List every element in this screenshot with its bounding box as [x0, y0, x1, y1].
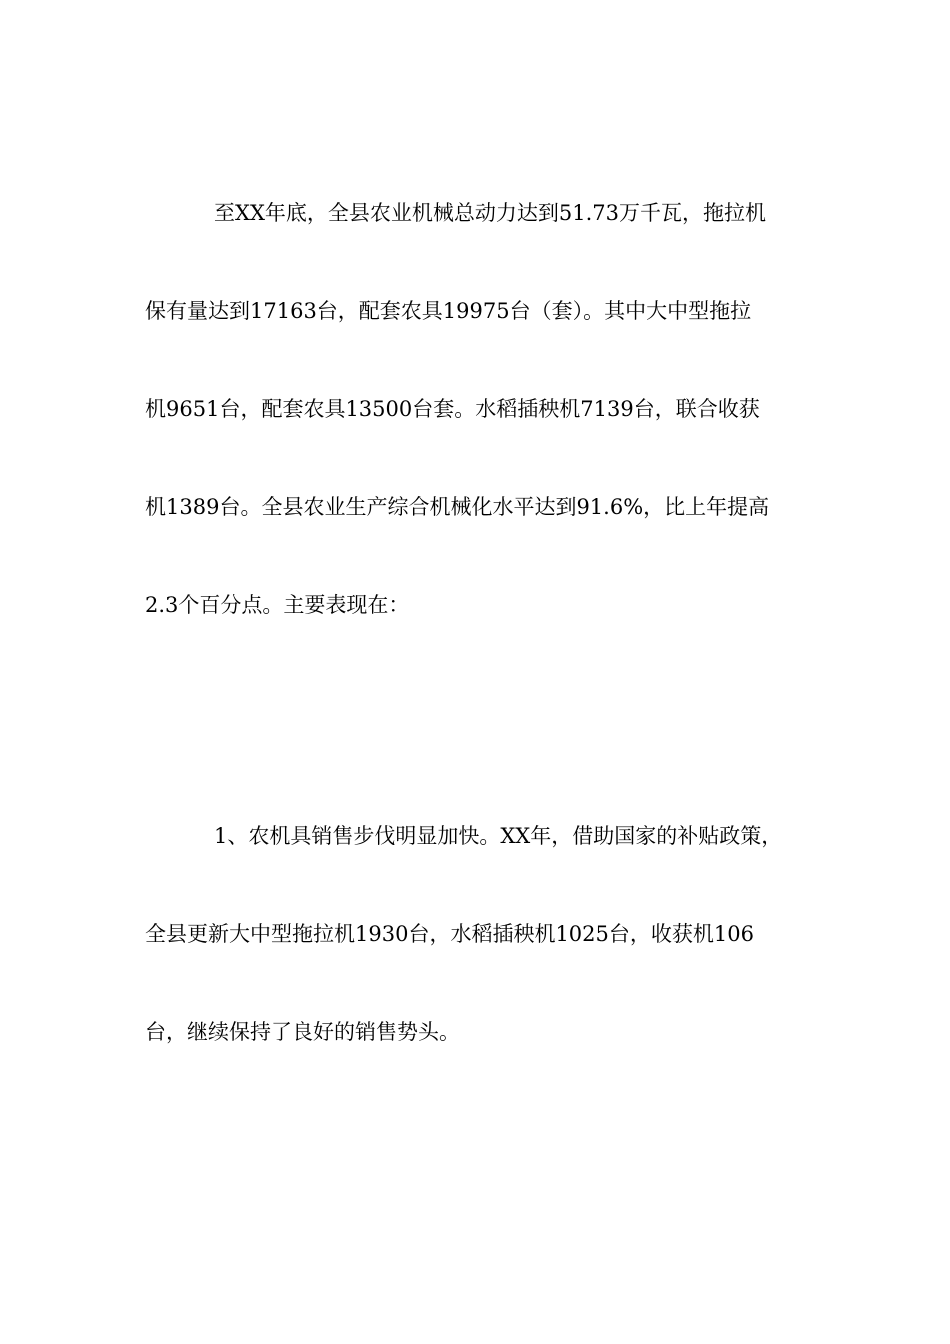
- paragraph-line: 2.3个百分点。主要表现在：: [145, 593, 410, 617]
- paragraph-line: 机1389台。全县农业生产综合机械化水平达到91.6%，比上年提高: [145, 495, 770, 519]
- paragraph-line: 1、农机具销售步伐明显加快。XX年，借助国家的补贴政策，: [214, 824, 783, 848]
- paragraph-machinery-summary: [145, 164, 805, 654]
- paragraph-sales-item-1: [145, 787, 805, 1081]
- paragraph-line: 至XX年底，全县农业机械总动力达到51.73万千瓦，拖拉机: [214, 201, 767, 225]
- paragraph-line: 机9651台，配套农具13500台套。水稻插秧机7139台，联合收获: [145, 397, 760, 421]
- paragraph-line: 全县更新大中型拖拉机1930台，水稻插秧机1025台，收获机106: [145, 922, 754, 946]
- paragraph-line: 保有量达到17163台，配套农具19975台（套）。其中大中型拖拉: [145, 299, 752, 323]
- paragraph-line: 台，继续保持了良好的销售势头。: [145, 1020, 460, 1044]
